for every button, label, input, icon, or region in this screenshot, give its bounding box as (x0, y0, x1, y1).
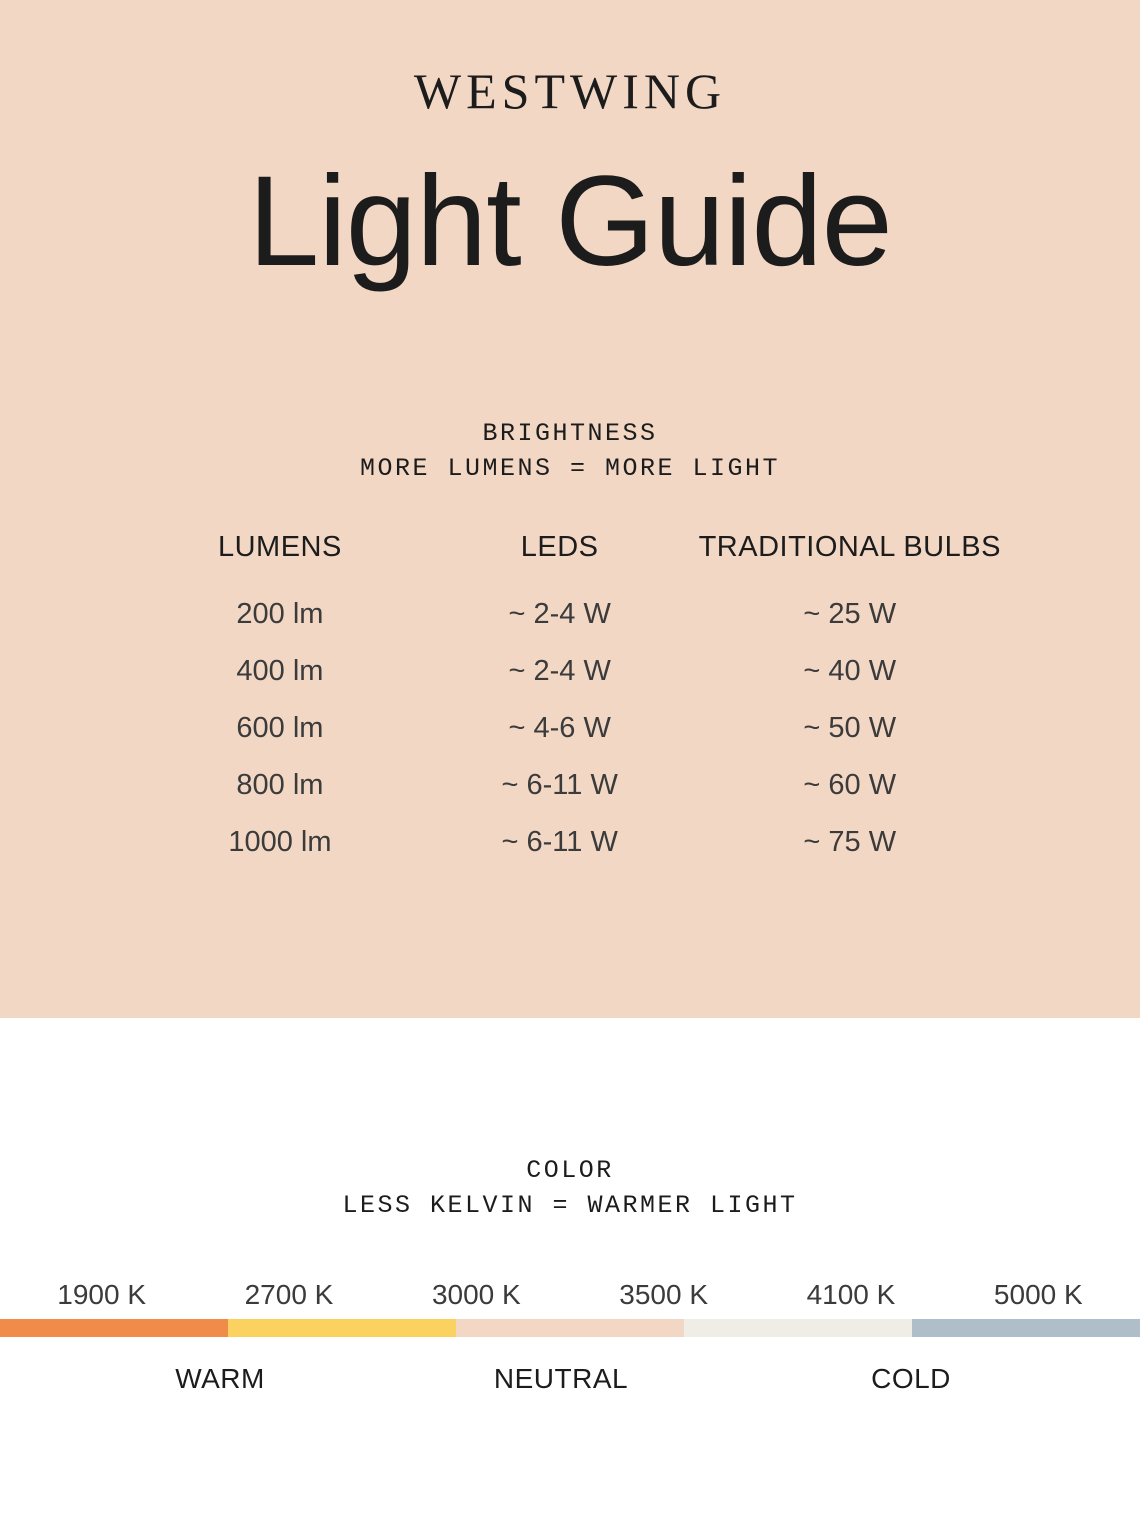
brightness-heading: BRIGHTNESS (482, 419, 658, 448)
temperature-labels-row (0, 1363, 1140, 1395)
color-heading: COLOR (526, 1156, 614, 1185)
color-section (0, 1018, 1140, 1520)
cell-leds: ~ 6-11 W (501, 769, 618, 801)
temperature-label-neutral: NEUTRAL (493, 1363, 629, 1394)
kelvin-label: 4100 K (806, 1279, 896, 1310)
cell-lumens: 800 lm (236, 769, 324, 801)
cell-lumens: 1000 lm (228, 826, 332, 858)
page-title: Light Guide (248, 150, 892, 293)
column-header-leds: LEDS (520, 531, 599, 563)
table-row (130, 586, 1010, 643)
cell-bulbs: ~ 40 W (803, 655, 897, 687)
kelvin-labels-row (0, 1279, 1140, 1311)
color-temperature-bar (0, 1319, 1140, 1337)
cell-bulbs: ~ 60 W (803, 769, 897, 801)
brightness-heading-block (0, 416, 1140, 486)
kelvin-label: 5000 K (993, 1279, 1083, 1310)
cell-leds: ~ 4-6 W (508, 712, 611, 744)
gradient-segment-4100k (684, 1319, 912, 1337)
gradient-segment-5000k (912, 1319, 1140, 1337)
brand-title: WESTWING (413, 63, 727, 119)
cell-bulbs: ~ 50 W (803, 712, 897, 744)
kelvin-label: 2700 K (244, 1279, 334, 1310)
cell-bulbs: ~ 75 W (803, 826, 897, 858)
cell-leds: ~ 6-11 W (501, 826, 618, 858)
lumens-table (130, 530, 1010, 871)
temperature-label-warm: WARM (175, 1363, 265, 1394)
color-heading-block (0, 1018, 1140, 1223)
brightness-subheading: MORE LUMENS = MORE LIGHT (359, 454, 781, 483)
table-row (130, 814, 1010, 871)
cell-lumens: 200 lm (236, 598, 324, 630)
gradient-segment-1900k (0, 1319, 228, 1337)
cell-leds: ~ 2-4 W (508, 655, 611, 687)
table-row (130, 757, 1010, 814)
column-header-traditional-bulbs: TRADITIONAL BULBS (698, 531, 1001, 563)
kelvin-label: 3000 K (431, 1279, 521, 1310)
table-header-row (130, 530, 1010, 586)
color-subheading: LESS KELVIN = WARMER LIGHT (342, 1191, 798, 1220)
cell-leds: ~ 2-4 W (508, 598, 611, 630)
column-header-lumens: LUMENS (217, 531, 342, 563)
table-row (130, 643, 1010, 700)
gradient-segment-2700k (228, 1319, 456, 1337)
cell-bulbs: ~ 25 W (803, 598, 897, 630)
table-row (130, 700, 1010, 757)
gradient-segment-3000k (456, 1319, 684, 1337)
temperature-label-cold: COLD (871, 1363, 951, 1394)
cell-lumens: 600 lm (236, 712, 324, 744)
kelvin-label: 1900 K (57, 1279, 147, 1310)
kelvin-label: 3500 K (619, 1279, 709, 1310)
cell-lumens: 400 lm (236, 655, 324, 687)
